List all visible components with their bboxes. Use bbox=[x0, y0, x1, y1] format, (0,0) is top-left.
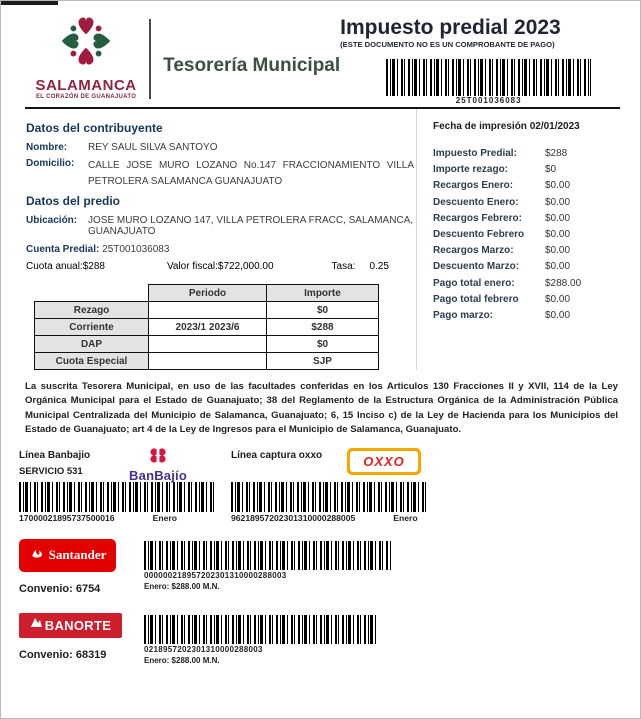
ubicacion-value: JOSE MURO LOZANO 147, VILLA PETROLERA FRACC, SALAMANCA, GUANAJUATO bbox=[88, 215, 414, 237]
banorte-amount-detail: Enero: $288.00 M.N. bbox=[144, 655, 220, 665]
field-ubicacion bbox=[26, 215, 416, 237]
summary-row bbox=[433, 310, 632, 321]
header-right bbox=[340, 11, 622, 105]
cuenta-label: Cuenta Predial: bbox=[26, 244, 100, 255]
oxxo-month: Enero bbox=[393, 512, 418, 523]
summary-value: $0.00 bbox=[545, 196, 571, 208]
summary-label: Pago total febrero bbox=[433, 293, 519, 305]
field-cuota-valor-tasa bbox=[26, 261, 416, 272]
payment-options bbox=[19, 448, 427, 665]
summary-label: Pago total enero: bbox=[433, 277, 515, 289]
oxxo-logo bbox=[347, 448, 421, 475]
table-header-blank bbox=[35, 285, 149, 302]
summary-row bbox=[433, 229, 632, 240]
payment-row-banorte bbox=[19, 613, 427, 665]
section-predio-title: Datos del predio bbox=[26, 194, 121, 208]
santander-amount-detail: Enero: $288.00 M.N. bbox=[144, 581, 220, 591]
santander-flame-icon bbox=[29, 546, 45, 564]
summary-row bbox=[433, 261, 632, 272]
summary-value: $288 bbox=[545, 148, 568, 159]
tasa-label: Tasa: bbox=[331, 261, 356, 272]
nombre-label: Nombre: bbox=[26, 142, 68, 153]
banorte-barcode-number: 0218957202301310000288003 bbox=[144, 644, 263, 654]
table-header-row bbox=[35, 285, 379, 302]
field-cuenta-predial bbox=[26, 244, 416, 255]
summary-value: $0.00 bbox=[545, 309, 571, 321]
scan-artifact bbox=[1, 1, 58, 5]
periodos-table bbox=[34, 284, 379, 370]
summary-value: $0.00 bbox=[545, 212, 571, 224]
summary-label: Descuento Enero: bbox=[433, 196, 519, 208]
banbajio-block bbox=[19, 448, 215, 523]
oxxo-title: Línea captura oxxo bbox=[231, 449, 323, 461]
banorte-convenio: Convenio: 68319 bbox=[19, 648, 107, 661]
row-periodo bbox=[149, 353, 267, 370]
field-nombre bbox=[26, 142, 416, 153]
cuenta-value: 25T001036083 bbox=[102, 244, 170, 255]
salamanca-emblem-icon bbox=[55, 58, 117, 75]
row-importe: $0 bbox=[267, 302, 379, 319]
row-periodo bbox=[149, 302, 267, 319]
summary-label: Descuento Marzo: bbox=[433, 261, 520, 273]
banorte-barcode bbox=[144, 615, 376, 644]
valor-fiscal-value: $722,000.00 bbox=[217, 261, 274, 272]
salamanca-logo-tagline: EL CORAZÓN DE GUANAJUATO bbox=[35, 94, 137, 100]
oxxo-barcode bbox=[231, 482, 427, 512]
account-barcode-number: 25T001036083 bbox=[455, 96, 522, 106]
banorte-symbol-icon bbox=[30, 616, 43, 634]
summary-row bbox=[433, 197, 632, 208]
payment-row-1 bbox=[19, 448, 427, 523]
banbajio-symbol-icon bbox=[146, 450, 170, 467]
account-barcode bbox=[386, 59, 591, 96]
row-periodo bbox=[149, 336, 267, 353]
summary-label: Recargos Marzo: bbox=[433, 245, 514, 257]
tasa-value: 0.25 bbox=[369, 261, 389, 272]
summary-value: $0.00 bbox=[545, 228, 571, 240]
account-barcode-block bbox=[386, 59, 591, 105]
section-contribuyente-title: Datos del contribuyente bbox=[26, 121, 163, 135]
summary-row bbox=[433, 294, 632, 305]
table-row bbox=[35, 319, 379, 336]
banbajio-servicio: SERVICIO 531 bbox=[19, 465, 83, 477]
summary-value: $0.00 bbox=[545, 261, 571, 273]
cuota-anual-value: $288 bbox=[82, 261, 105, 272]
row-importe: $0 bbox=[267, 336, 379, 353]
banbajio-barcode-number: 17000021895737500016 bbox=[19, 512, 115, 523]
fecha-impresion: Fecha de impresión 02/01/2023 bbox=[433, 121, 580, 132]
valor-fiscal-label: Valor fiscal: bbox=[166, 261, 218, 272]
banbajio-month: Enero bbox=[152, 512, 177, 523]
table-header-periodo: Periodo bbox=[149, 285, 267, 302]
summary-row bbox=[433, 164, 632, 175]
summary-value: $0.00 bbox=[545, 293, 571, 305]
row-concepto: Corriente bbox=[35, 319, 149, 336]
row-importe: SJP bbox=[267, 353, 379, 370]
table-row bbox=[35, 353, 379, 370]
summary-row bbox=[433, 278, 632, 289]
row-concepto: Rezago bbox=[35, 302, 149, 319]
header-divider bbox=[149, 19, 151, 99]
org-title: Tesorería Municipal bbox=[163, 55, 341, 76]
banbajio-title: Línea Banbajio bbox=[19, 449, 91, 461]
banorte-logo bbox=[19, 613, 122, 638]
banorte-logo-text: BANORTE bbox=[44, 617, 112, 633]
summary-value: $288.00 bbox=[545, 277, 582, 289]
banbajio-barcode bbox=[19, 482, 215, 512]
main-columns bbox=[1, 109, 640, 370]
ubicacion-label: Ubicación: bbox=[26, 215, 78, 226]
document-header bbox=[1, 1, 640, 105]
oxxo-logo-text: OXXO bbox=[363, 453, 405, 469]
banbajio-logo-text: BanBajío bbox=[129, 467, 187, 483]
table-row bbox=[35, 336, 379, 353]
santander-logo-text: Santander bbox=[48, 547, 107, 563]
summary-label: Impuesto Predial: bbox=[433, 148, 517, 159]
oxxo-block bbox=[231, 448, 427, 523]
summary-value: $0.00 bbox=[545, 245, 571, 257]
field-domicilio bbox=[26, 158, 416, 189]
santander-barcode-number: 000000218957202301310000288003 bbox=[144, 570, 287, 580]
summary-row bbox=[433, 245, 632, 256]
row-importe: $288 bbox=[267, 319, 379, 336]
summary-value: $0 bbox=[545, 164, 557, 176]
salamanca-logo-name: SALAMANCA bbox=[35, 77, 137, 94]
oxxo-barcode-number: 96218957202301310000288005 bbox=[231, 512, 356, 523]
banbajio-logo bbox=[129, 448, 187, 483]
table-header-importe: Importe bbox=[267, 285, 379, 302]
left-column bbox=[1, 109, 416, 370]
summary-label: Recargos Febrero: bbox=[433, 212, 522, 224]
nombre-value: REY SAUL SILVA SANTOYO bbox=[88, 142, 218, 153]
document-title: Impuesto predial 2023 bbox=[340, 16, 561, 39]
table-row bbox=[35, 302, 379, 319]
payment-row-santander bbox=[19, 539, 427, 595]
santander-logo bbox=[19, 539, 116, 572]
legal-paragraph: La suscrita Tesorera Municipal, en uso de las facultades conferidas en los Articulos 130 Fracciones II y XVII, 114 de la Ley Orgánica Municipal para el Estado de Guanajuato; 38 del Reglamento de la Estructura Orgánica de la Administración Pública Municipal Centralizada del Municipio de Salamanca, Guanajuato; 6, 15 Inciso c) de la Ley de Hacienda para los Municipios del Estado de Guanajuato; art 4 de la Ley de Ingresos para el Municipio de Salamanca, Guanajuato. bbox=[25, 381, 618, 436]
right-column-summary bbox=[416, 109, 640, 370]
summary-label: Recargos Enero: bbox=[433, 180, 514, 192]
summary-row bbox=[433, 148, 632, 159]
document-subtitle: (ESTE DOCUMENTO NO ES UN COMPROBANTE DE PAGO) bbox=[340, 40, 555, 50]
domicilio-value: CALLE JOSE MURO LOZANO No.147 FRACCIONAMIENTO VILLA PETROLERA SALAMANCA GUANAJUATO bbox=[88, 160, 414, 187]
row-concepto: Cuota Especial bbox=[35, 353, 149, 370]
domicilio-label: Domicilio: bbox=[26, 158, 75, 169]
row-periodo: 2023/1 2023/6 bbox=[149, 319, 267, 336]
santander-convenio: Convenio: 6754 bbox=[19, 582, 101, 595]
salamanca-logo bbox=[31, 11, 141, 105]
summary-label: Descuento Febrero bbox=[433, 228, 525, 240]
summary-label: Importe rezago: bbox=[433, 164, 509, 176]
santander-barcode bbox=[144, 541, 392, 570]
row-concepto: DAP bbox=[35, 336, 149, 353]
summary-value: $0.00 bbox=[545, 180, 571, 192]
cuota-anual-label: Cuota anual: bbox=[26, 261, 83, 272]
summary-row bbox=[433, 180, 632, 191]
summary-row bbox=[433, 213, 632, 224]
summary-label: Pago marzo: bbox=[433, 309, 494, 321]
